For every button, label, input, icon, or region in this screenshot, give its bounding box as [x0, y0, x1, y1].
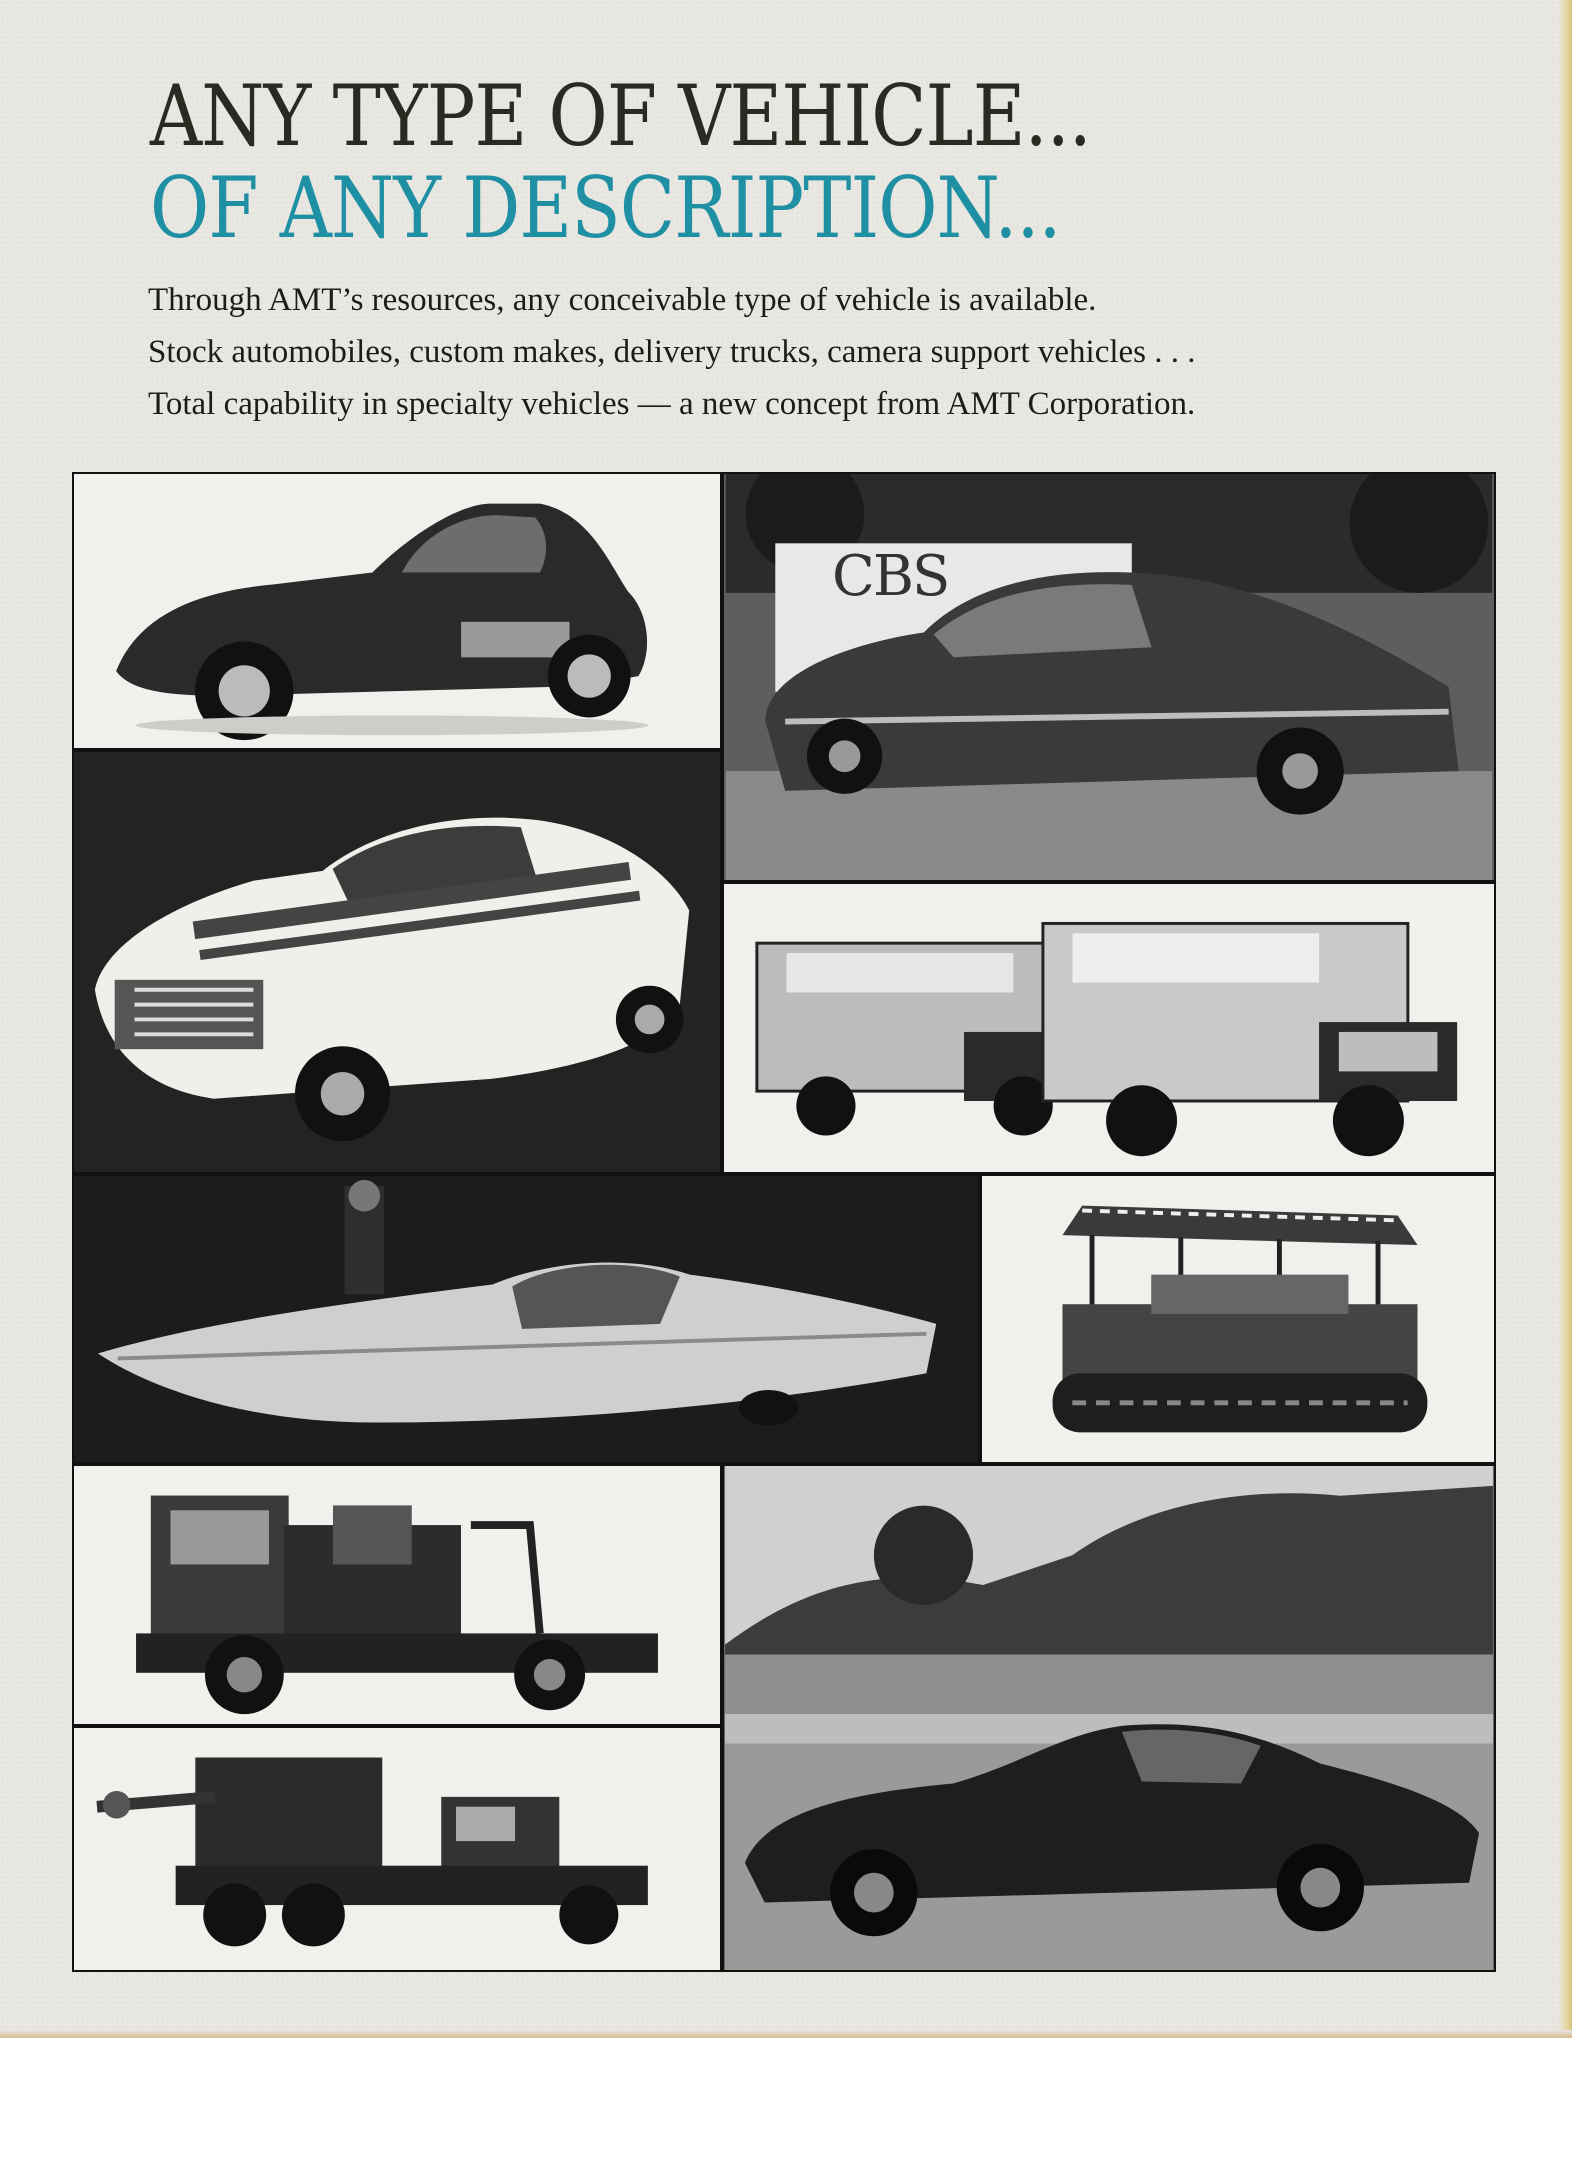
armored-truck-icon: [724, 884, 1494, 1172]
crane-truck-icon: [74, 1728, 720, 1970]
luxury-coupe-car-icon: [724, 474, 1494, 880]
photo-utility-truck: [72, 1464, 722, 1726]
photo-concept-car: [72, 1174, 980, 1464]
intro-text: [148, 274, 1468, 430]
custom-coupe-car-icon: [74, 474, 720, 748]
photo-collage: [72, 472, 1496, 1972]
heading-line-2: OF ANY DESCRIPTION...: [150, 159, 1061, 257]
photo-custom-coupe: [72, 472, 722, 750]
photo-luxury-coupe-cbs: [722, 472, 1496, 882]
striped-hardtop-car-icon: [74, 752, 720, 1172]
photo-armored-trucks: [722, 882, 1496, 1174]
van-sign-text: CBS: [832, 544, 949, 609]
sports-car-icon: [724, 1466, 1494, 1970]
paper-edge-bottom: [0, 2030, 1572, 2038]
tracked-vehicle-icon: [982, 1176, 1494, 1462]
photo-striped-hardtop: [72, 750, 722, 1174]
intro-line-3: Total capability in specialty vehicles — a new concept from AMT Corporation.: [148, 386, 1196, 422]
photo-tracked-tour-vehicle: [980, 1174, 1496, 1464]
intro-line-1: Through AMT’s resources, any conceivable type of vehicle is available.: [148, 282, 1097, 318]
paper-edge-right: [1558, 0, 1572, 2038]
photo-crane-truck: [72, 1726, 722, 1972]
photo-sports-car-road: [722, 1464, 1496, 1972]
intro-line-2: Stock automobiles, custom makes, delivery trucks, camera support vehicles . . .: [148, 334, 1196, 370]
concept-car-icon: [74, 1176, 978, 1462]
utility-truck-icon: [74, 1466, 720, 1724]
heading-line-1: ANY TYPE OF VEHICLE...: [150, 67, 1091, 165]
